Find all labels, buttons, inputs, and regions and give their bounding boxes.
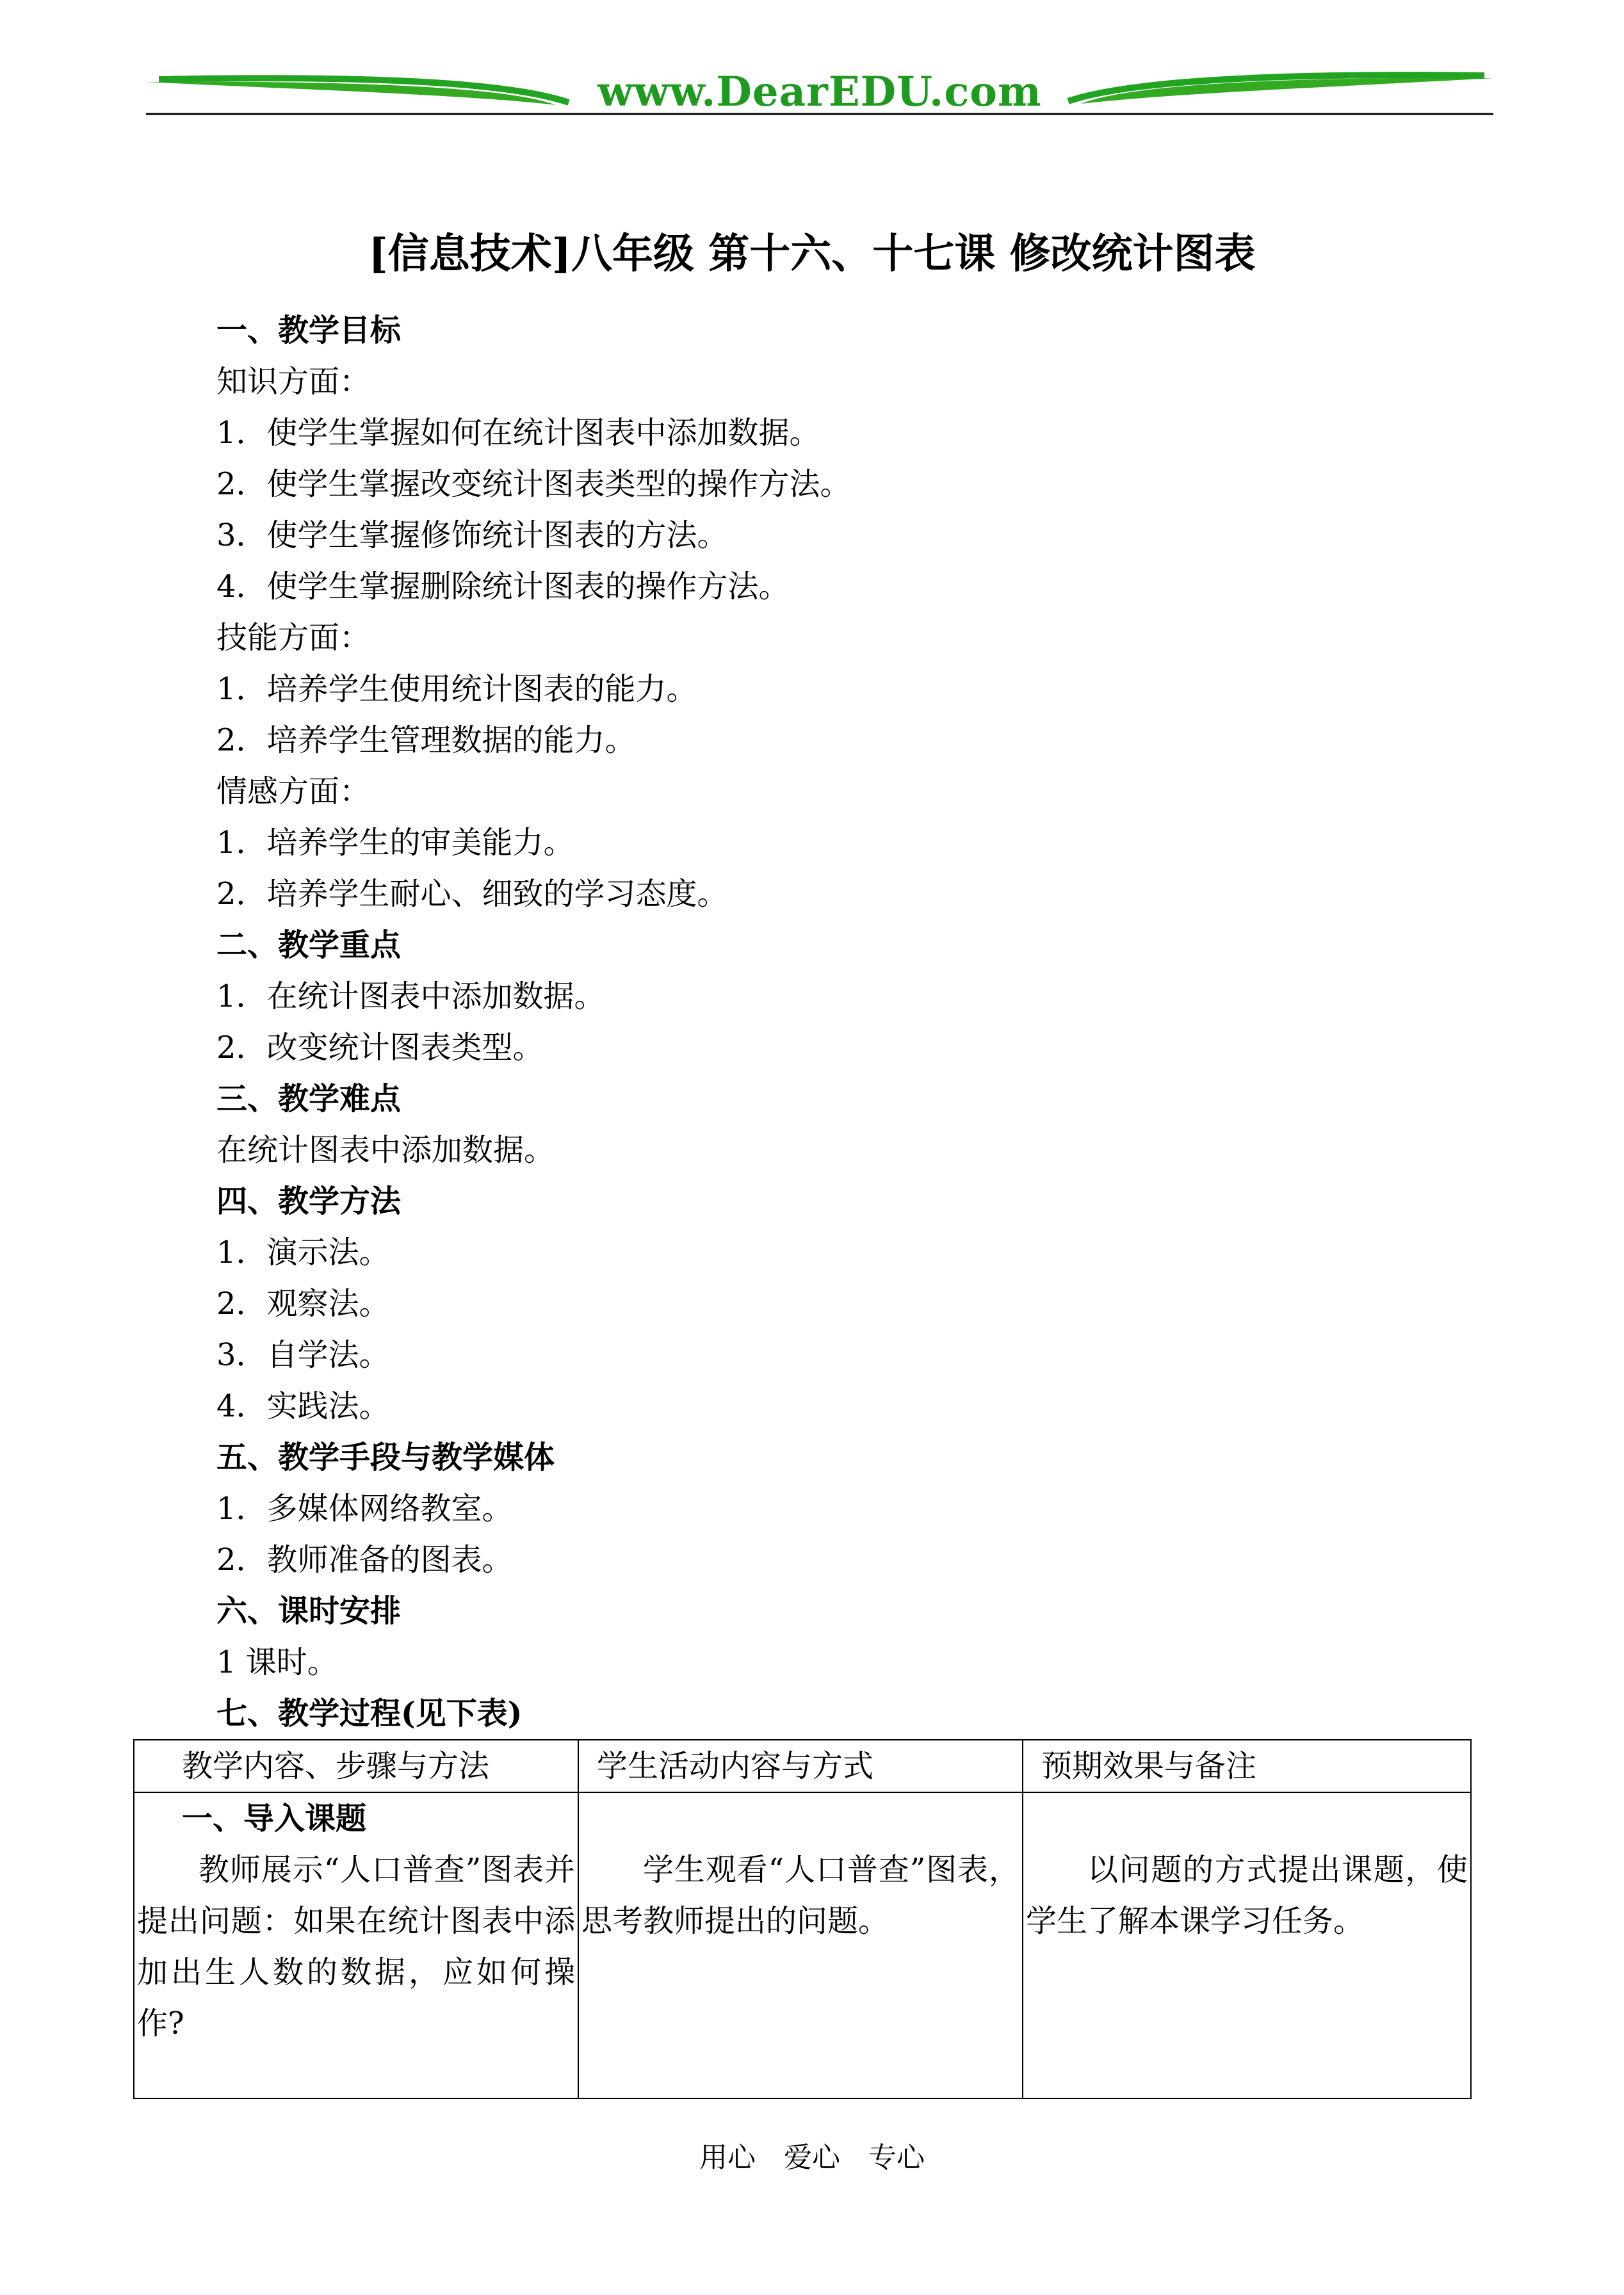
- section-heading: 一、教学目标: [216, 312, 402, 348]
- lesson-plan-body: [216, 305, 1497, 1739]
- site-url-text: www.DearEDU.com: [597, 68, 1042, 116]
- body-line: 2．培养学生管理数据的能力。: [216, 722, 636, 758]
- section-heading: 五、教学手段与教学媒体: [216, 1439, 555, 1475]
- table-cell-method: [134, 1792, 578, 2098]
- body-line: 1 课时。: [216, 1644, 338, 1680]
- table-header-cell: 预期效果与备注: [1023, 1740, 1471, 1792]
- table-cell-expected-effect: [1023, 1792, 1471, 2098]
- cell-text: 教师展示“人口普查”图表并提出问题：如果在统计图表中添加出生人数的数据，应如何操作?: [137, 1852, 575, 2041]
- body-line: 3．使学生掌握修饰统计图表的方法。: [216, 517, 728, 553]
- body-line: 1．演示法。: [216, 1235, 390, 1270]
- body-line: 1．使学生掌握如何在统计图表中添加数据。: [216, 415, 820, 451]
- page-footer: 用心 爱心 专心: [699, 2141, 925, 2174]
- body-line: 情感方面：: [216, 774, 371, 809]
- site-header-banner: [146, 64, 1493, 128]
- section-heading: 四、教学方法: [216, 1183, 402, 1219]
- section-heading: 二、教学重点: [216, 927, 402, 963]
- teaching-process-table: [133, 1739, 1472, 2099]
- table-cell-student-activity: [578, 1792, 1023, 2098]
- section-heading: 三、教学难点: [216, 1081, 402, 1117]
- body-line: 4．实践法。: [216, 1388, 390, 1424]
- body-line: 3．自学法。: [216, 1337, 390, 1373]
- body-line: 1．培养学生使用统计图表的能力。: [216, 671, 697, 707]
- section-heading: 六、课时安排: [216, 1593, 402, 1629]
- body-line: 2．培养学生耐心、细致的学习态度。: [216, 876, 728, 912]
- body-line: 2．教师准备的图表。: [216, 1542, 513, 1578]
- body-line: 1．培养学生的审美能力。: [216, 825, 574, 861]
- table-header-cell: 教学内容、步骤与方法: [134, 1740, 578, 1792]
- cell-section-title: 一、导入课题: [182, 1801, 367, 1837]
- table-header-cell: 学生活动内容与方式: [578, 1740, 1023, 1792]
- body-line: 知识方面：: [216, 364, 371, 400]
- document-title: [信息技术]八年级 第十六、十七课 修改统计图表: [368, 230, 1256, 278]
- table-row: [134, 1792, 1471, 2098]
- body-line: 在统计图表中添加数据。: [216, 1132, 555, 1168]
- table-header-row: [134, 1740, 1471, 1792]
- body-line: 技能方面：: [216, 620, 371, 656]
- section-heading: 七、教学过程(见下表): [216, 1696, 523, 1731]
- body-line: 1．在统计图表中添加数据。: [216, 978, 605, 1014]
- cell-text: 以问题的方式提出课题，使学生了解本课学习任务。: [1026, 1852, 1468, 1939]
- body-line: 2．观察法。: [216, 1286, 390, 1322]
- body-line: 2．使学生掌握改变统计图表类型的操作方法。: [216, 466, 851, 502]
- body-line: 2．改变统计图表类型。: [216, 1030, 544, 1066]
- body-line: 4．使学生掌握删除统计图表的操作方法。: [216, 569, 790, 604]
- body-line: 1．多媒体网络教室。: [216, 1491, 513, 1527]
- cell-text: 学生观看“人口普查”图表，思考教师提出的问题。: [581, 1852, 1019, 1939]
